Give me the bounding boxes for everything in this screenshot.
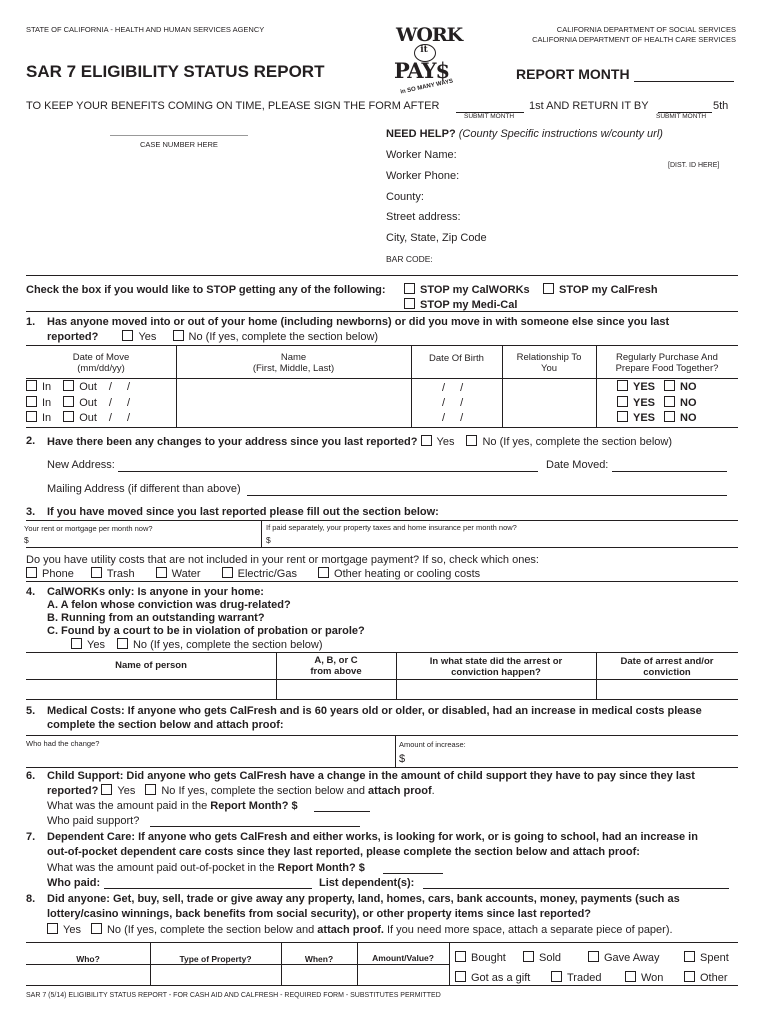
bar-code-label: BAR CODE:: [386, 254, 433, 264]
q4-option-b: B. Running from an outstanding warrant?: [47, 612, 265, 624]
table-row: In Out / /: [26, 380, 130, 393]
q4-answer-row: Yes No (If yes, complete the section below): [71, 638, 322, 651]
department-line-1: CALIFORNIA DEPARTMENT OF SOCIAL SERVICES: [556, 25, 736, 34]
in-checkbox[interactable]: [26, 411, 37, 422]
table-border: [26, 942, 738, 943]
city-state-zip-label: City, State, Zip Code: [386, 232, 487, 244]
col-state: In what state did the arrest or conviction happen?: [429, 656, 563, 678]
q2-number: 2.: [26, 435, 36, 447]
yes-checkbox[interactable]: [617, 411, 628, 422]
who-paid-support-label: Who paid support?: [47, 815, 140, 827]
col-abc: A, B, or C from above: [310, 655, 362, 677]
table-border: [26, 652, 738, 653]
traded-option[interactable]: Traded: [551, 971, 601, 984]
q1-number: 1.: [26, 316, 36, 328]
mailing-address-label: Mailing Address (if different than above): [47, 483, 241, 495]
utility-options: Phone Trash Water Electric/Gas Other heating or cooling costs: [26, 567, 480, 580]
col-name: Name (First, Middle, Last): [252, 352, 335, 374]
out-checkbox[interactable]: [63, 380, 74, 391]
col-arrest-date: Date of arrest and/or conviction: [620, 656, 714, 678]
yes-checkbox[interactable]: [617, 396, 628, 407]
q6-yes-checkbox[interactable]: [101, 784, 112, 795]
q2-yes-checkbox[interactable]: [421, 435, 432, 446]
col-relationship: Relationship To You: [516, 352, 582, 374]
table-border: [26, 964, 450, 965]
col-amount-value: Amount/Value?: [372, 953, 434, 963]
instruction-return: 1st AND RETURN IT BY: [529, 100, 649, 112]
electric-gas-checkbox[interactable]: [222, 567, 233, 578]
q4-option-a: A. A felon whose conviction was drug-related?: [47, 599, 291, 611]
q6-no-checkbox[interactable]: [145, 784, 156, 795]
table-border: [26, 699, 738, 700]
no-checkbox[interactable]: [664, 380, 675, 391]
in-checkbox[interactable]: [26, 380, 37, 391]
q1-yes-checkbox[interactable]: [122, 330, 133, 341]
food-yes-no: YES NO: [617, 396, 697, 409]
who-paid-support-field[interactable]: [150, 826, 360, 827]
q7-amount-row: What was the amount paid out-of-pocket in the Report Month? $: [47, 862, 365, 874]
mailing-address-field[interactable]: [247, 495, 727, 496]
got-as-gift-option[interactable]: Got as a gift: [455, 971, 530, 984]
q6-amount-row: What was the amount paid in the Report Month? $: [47, 800, 298, 812]
need-help: NEED HELP? (County Specific instructions w/county url): [386, 128, 663, 140]
new-address-field[interactable]: [118, 471, 538, 472]
q1-answer-row: reported? Yes No (If yes, complete the section below): [47, 331, 379, 343]
q8-text-2: lottery/casino winnings, back benefits from social security), or other property items since last reported?: [47, 908, 592, 920]
rent-field[interactable]: $: [24, 535, 29, 545]
q1-text: Has anyone moved into or out of your home (including newborns) or did you move in with someone else since you last: [47, 316, 670, 328]
date-moved-label: Date Moved:: [546, 459, 609, 471]
q3-number: 3.: [26, 506, 36, 518]
no-checkbox[interactable]: [664, 411, 675, 422]
q4-no-checkbox[interactable]: [117, 638, 128, 649]
date-moved-field[interactable]: [612, 471, 727, 472]
q8-answer-row: Yes No (If yes, complete the section below and attach proof. If you need more space, attach a separate piece of paper).: [47, 923, 673, 936]
won-option[interactable]: Won: [625, 971, 663, 984]
q3-text: If you have moved since you last reported please fill out the section below:: [47, 506, 439, 518]
stop-calfresh-option[interactable]: STOP my CalFresh: [543, 283, 658, 296]
q7-text: Dependent Care: If anyone who gets CalFresh and either works, is looking for work, or is going to school, had an increase in: [47, 831, 698, 843]
table-border: [26, 767, 738, 768]
worker-name-label: Worker Name:: [386, 149, 457, 161]
q6-number: 6.: [26, 770, 36, 782]
food-yes-no: YES NO: [617, 380, 697, 393]
col-purchase-food: Regularly Purchase And Prepare Food Together?: [615, 352, 719, 374]
other-heating-checkbox[interactable]: [318, 567, 329, 578]
col-who: Who?: [76, 954, 100, 964]
amount-increase-label: Amount of increase:: [399, 740, 466, 749]
trash-checkbox[interactable]: [91, 567, 102, 578]
table-border: [26, 679, 738, 680]
who-paid-field[interactable]: [104, 888, 312, 889]
taxes-field[interactable]: $: [266, 535, 271, 545]
q2-text-row: Have there been any changes to your address since you last reported? Yes No (If yes, complete the section below): [47, 436, 673, 448]
case-number: CASE NUMBER HERE: [140, 140, 218, 149]
new-address-label: New Address:: [47, 459, 115, 471]
street-address-label: Street address:: [386, 211, 461, 223]
table-row: In Out / /: [26, 396, 130, 409]
sold-checkbox[interactable]: [523, 951, 534, 962]
q8-yes-checkbox[interactable]: [47, 923, 58, 934]
in-checkbox[interactable]: [26, 396, 37, 407]
q5-text-2: complete the section below and attach proof:: [47, 719, 284, 731]
other-checkbox[interactable]: [684, 971, 695, 982]
spent-option[interactable]: Spent: [684, 951, 729, 964]
dob-field[interactable]: / /: [442, 397, 464, 409]
q8-no-checkbox[interactable]: [91, 923, 102, 934]
instruction-line: TO KEEP YOUR BENEFITS COMING ON TIME, PLEASE SIGN THE FORM AFTER: [26, 100, 440, 112]
table-border: [26, 985, 738, 986]
q7-text-2: out-of-pocket dependent care costs since they last reported, please complete the section below and attach proof:: [47, 846, 640, 858]
divider: [26, 581, 738, 582]
won-checkbox[interactable]: [625, 971, 636, 982]
list-dependents-label: List dependent(s):: [319, 877, 415, 889]
stop-calworks-checkbox[interactable]: [404, 283, 415, 294]
phone-checkbox[interactable]: [26, 567, 37, 578]
child-support-amount-field[interactable]: [314, 811, 370, 812]
list-dependents-field[interactable]: [423, 888, 729, 889]
col-date-of-move: Date of Move (mm/dd/yy): [72, 352, 130, 374]
q4-number: 4.: [26, 586, 36, 598]
who-had-change-label: Who had the change?: [26, 739, 100, 748]
col-type-of-property: Type of Property?: [179, 954, 252, 964]
table-border: [395, 735, 396, 767]
submit-month-caption-2: SUBMIT MONTH: [656, 113, 707, 120]
q4-option-c: C. Found by a court to be in violation of probation or parole?: [47, 625, 365, 637]
table-border: [26, 735, 738, 736]
department-line-2: CALIFORNIA DEPARTMENT OF HEALTH CARE SERVICES: [532, 35, 736, 44]
yes-checkbox[interactable]: [617, 380, 628, 391]
q7-number: 7.: [26, 831, 36, 843]
col-when: When?: [304, 954, 334, 964]
utility-question: Do you have utility costs that are not included in your rent or mortgage payment? If so, check which ones:: [26, 554, 539, 566]
gave-away-checkbox[interactable]: [588, 951, 599, 962]
col-date-of-birth: Date Of Birth: [429, 353, 484, 364]
traded-checkbox[interactable]: [551, 971, 562, 982]
dob-field[interactable]: / /: [442, 382, 464, 394]
stop-question: Check the box if you would like to STOP getting any of the following:: [26, 284, 386, 296]
table-border: [26, 378, 738, 379]
rent-label: Your rent or mortgage per month now?: [24, 524, 153, 533]
q8-text: Did anyone: Get, buy, sell, trade or give away any property, land, homes, cars, bank accounts, money, payments (such as: [47, 893, 680, 905]
table-row: In Out / /: [26, 411, 130, 424]
sold-option[interactable]: Sold: [523, 951, 561, 964]
form-title: SAR 7 ELIGIBILITY STATUS REPORT: [26, 62, 325, 81]
q1-no-checkbox[interactable]: [173, 330, 184, 341]
other-option[interactable]: Other: [684, 971, 728, 984]
agency-name: STATE OF CALIFORNIA - HEALTH AND HUMAN SERVICES AGENCY: [26, 25, 265, 34]
county-label: County:: [386, 191, 424, 203]
dependent-care-amount-field[interactable]: [383, 873, 443, 874]
dob-field[interactable]: / /: [442, 412, 464, 424]
table-border: [26, 520, 738, 521]
table-border: [26, 345, 738, 346]
amount-increase-field[interactable]: $: [399, 753, 406, 765]
report-month-label: REPORT MONTH: [516, 66, 630, 82]
stop-medical-option[interactable]: STOP my Medi-Cal: [404, 298, 517, 311]
q5-text: Medical Costs: If anyone who gets CalFresh and is 60 years old or older, or disabled, had an increase in medical costs please: [47, 705, 702, 717]
got-as-gift-checkbox[interactable]: [455, 971, 466, 982]
worker-phone-label: Worker Phone:: [386, 170, 460, 182]
who-paid-label: Who paid:: [47, 877, 101, 889]
q4-text: CalWORKs only: Is anyone in your home:: [47, 586, 264, 598]
col-name-of-person: Name of person: [115, 660, 187, 671]
report-month-line[interactable]: [634, 81, 734, 82]
taxes-label: If paid separately, your property taxes and home insurance per month now?: [266, 523, 517, 532]
q4-yes-checkbox[interactable]: [71, 638, 82, 649]
q8-number: 8.: [26, 893, 36, 905]
q2-no-checkbox[interactable]: [466, 435, 477, 446]
stop-medical-checkbox[interactable]: [404, 298, 415, 309]
form-footer: SAR 7 (5/14) ELIGIBILITY STATUS REPORT - FOR CASH AID AND CALFRESH - REQUIRED FORM - SUBSTITUTES PERMITTED: [26, 992, 441, 999]
q6-text: Child Support: Did anyone who gets CalFresh have a change in the amount of child support they have to pay since they last: [47, 770, 695, 782]
stop-calworks-option[interactable]: STOP my CalWORKs: [404, 283, 530, 296]
table-border: [261, 520, 262, 547]
gave-away-option[interactable]: Gave Away: [588, 951, 659, 964]
instruction-day: 5th: [713, 100, 729, 112]
water-checkbox[interactable]: [156, 567, 167, 578]
divider: [26, 311, 738, 312]
table-border: [26, 547, 738, 548]
table-border: [26, 427, 738, 428]
out-checkbox[interactable]: [63, 396, 74, 407]
dist-id: [DIST. ID HERE]: [668, 162, 720, 169]
food-yes-no: YES NO: [617, 411, 697, 424]
submit-month-caption-1: SUBMIT MONTH: [464, 113, 515, 120]
bought-option[interactable]: Bought: [455, 951, 506, 964]
bought-checkbox[interactable]: [455, 951, 466, 962]
out-checkbox[interactable]: [63, 411, 74, 422]
stop-calfresh-checkbox[interactable]: [543, 283, 554, 294]
work-pays-logo: WORK it PAY$ in SO MANY WAYS: [394, 24, 463, 96]
q6-answer-row: reported? Yes No If yes, complete the section below and attach proof.: [47, 785, 435, 797]
spent-checkbox[interactable]: [684, 951, 695, 962]
divider: [26, 275, 738, 276]
q5-number: 5.: [26, 705, 36, 717]
case-number-line: [110, 135, 248, 136]
no-checkbox[interactable]: [664, 396, 675, 407]
